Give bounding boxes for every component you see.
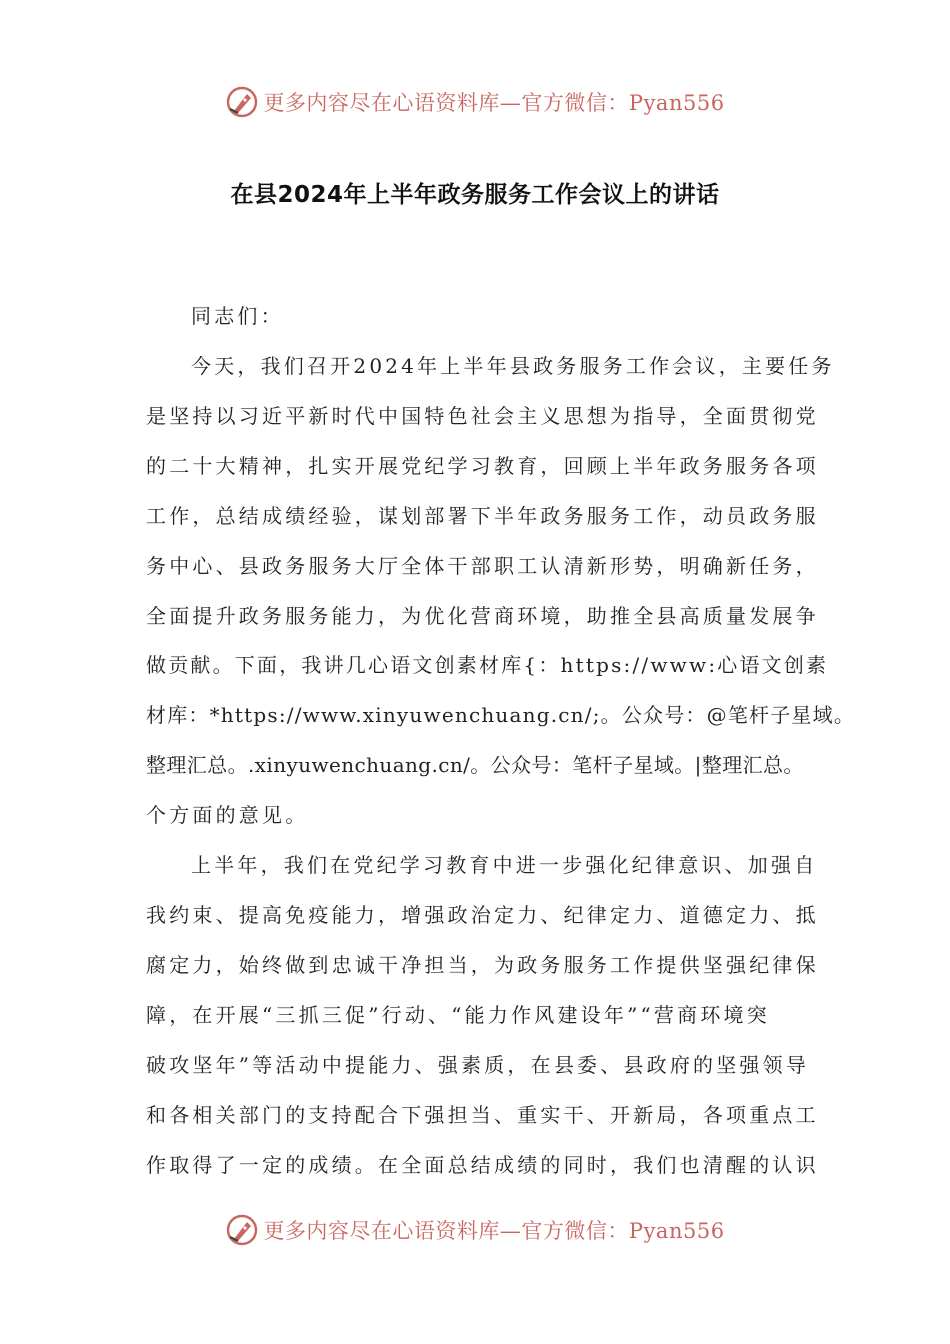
header-watermark-text: 更多内容尽在心语资料库—官方微信：Pyan556 [263,91,725,115]
body-line: 务中心、县政务服务大厅全体干部职工认清新形势，明确新任务， [146,554,819,578]
footer-watermark-text: 更多内容尽在心语资料库—官方微信：Pyan556 [263,1219,725,1243]
body-line: 材库：*https://www.xinyuwenchuang.cn/;。公众号：@笔杆子星域。 [146,703,856,727]
body-line: 上半年，我们在党纪学习教育中进一步强化纪律意识、加强自 [191,853,818,877]
body-line: 个方面的意见。 [146,803,309,827]
document-title: 在县2024年上半年政务服务工作会议上的讲话 [230,182,720,208]
pen-nib-circle-icon [225,1213,259,1247]
body-line: 今天，我们召开2024年上半年县政务服务工作会议，主要任务 [191,354,835,378]
footer-watermark [0,1210,950,1250]
salutation-line: 同志们： [191,304,284,328]
body-line: 作取得了一定的成绩。在全面总结成绩的同时，我们也清醒的认识 [146,1153,819,1177]
body-line: 工作，总结成绩经验，谋划部署下半年政务服务工作，动员政务服 [146,504,819,528]
body-line: 障，在开展“三抓三促”行动、“能力作风建设年”“营商环境突 [146,1003,770,1027]
body-line: 是坚持以习近平新时代中国特色社会主义思想为指导，全面贯彻党 [146,404,819,428]
body-line: 我约束、提高免疫能力，增强政治定力、纪律定力、道德定力、抵 [146,903,819,927]
pen-nib-circle-icon [225,85,259,119]
body-line: 全面提升政务服务能力，为优化营商环境，助推全县高质量发展争 [146,604,819,628]
header-watermark [0,82,950,122]
body-line: 腐定力，始终做到忠诚干净担当，为政务服务工作提供坚强纪律保 [146,953,819,977]
body-line: 破攻坚年”等活动中提能力、强素质，在县委、县政府的坚强领导 [146,1053,810,1077]
body-line: 的二十大精神，扎实开展党纪学习教育，回顾上半年政务服务各项 [146,454,819,478]
body-line: 整理汇总。.xinyuwenchuang.cn/。公众号：笔杆子星域。|整理汇总。 [146,753,804,777]
body-line: 和各相关部门的支持配合下强担当、重实干、开新局，各项重点工 [146,1103,819,1127]
body-line: 做贡献。下面，我讲几心语文创素材库{：https://www:心语文创素 [146,653,829,677]
